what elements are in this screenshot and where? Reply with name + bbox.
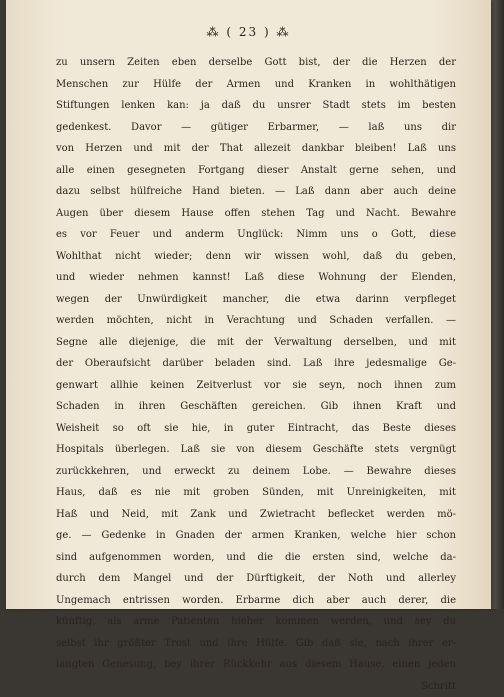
text-line: werden möchten, nicht in Verachtung und Schaden verfallen. — [56,310,456,332]
text-line: selbst ihr größter Trost und ihre Hülfe. Gib daß sie, nach ihrer er- [56,633,456,655]
text-line: genwart allhie keinen Zeitverlust vor sie seyn, noch ihnen zum [56,375,456,397]
text-line: von Herzen und mit der That allezeit dankbar bleiben! Laß uns [56,138,456,160]
text-line: sind aufgenommen worden, und die die ersten sind, welche da- [56,547,456,569]
text-line: zurückkehren, und erweckt zu deinem Lobe. — Bewahre dieses [56,461,456,483]
text-line: und wieder nehmen kannst! Laß diese Wohnung der Elenden, [56,267,456,289]
text-line: Schaden in ihren Geschäften gereichen. Gib ihnen Kraft und [56,396,456,418]
text-line: gedenkest. Davor — gütiger Erbarmer, — laß uns dir [56,117,456,139]
text-line: Segne alle diejenige, die mit der Verwaltung derselben, und mit [56,332,456,354]
catchword: Schritt [56,676,456,697]
text-line: Wohlthat nicht wieder; denn wir wissen wohl, daß du geben, [56,246,456,268]
text-line: Menschen zur Hülfe der Armen und Kranken in wohlthätigen [56,74,456,96]
text-line: ge. — Gedenke in Gnaden der armen Kranken, welche hier schon [56,525,456,547]
page-header: ⁂ ( 23 ) ⁂ [6,25,491,39]
text-line: Haß und Neid, mit Zank und Zwietracht beflecket werden mö- [56,504,456,526]
text-line: Hospitals überlegen. Laß sie von diesem Geschäfte stets vergnügt [56,439,456,461]
text-line: Augen über diesem Hause offen stehen Tag und Nacht. Bewahre [56,203,456,225]
text-line: der Oberaufsicht darüber beladen sind. Laß ihre jedesmalige Ge- [56,353,456,375]
text-line: Ungemach entrissen worden. Erbarme dich aber auch derer, die [56,590,456,612]
text-line: durch dem Mangel und der Dürftigkeit, der Noth und allerley [56,568,456,590]
text-line: Weisheit so oft sie hie, in guter Eintracht, das Beste dieses [56,418,456,440]
adjacent-page-edge [491,0,504,609]
text-line: Haus, daß es nie mit groben Sünden, mit Unreinigkeiten, mit [56,482,456,504]
text-line: dazu selbst hülfreiche Hand bieten. — Laß dann aber auch deine [56,181,456,203]
text-line: es vor Feuer und anderm Unglück: Nimm uns o Gott, diese [56,224,456,246]
text-line: alle einen gesegneten Fortgang dieser Anstalt gerne sehen, und [56,160,456,182]
text-line: zu unsern Zeiten eben derselbe Gott bist, der die Herzen der [56,52,456,74]
text-line: wegen der Unwürdigkeit mancher, die etwa darinn verpfleget [56,289,456,311]
text-line: künftig, als arme Patienten hieher kommen werden, und sey du [56,611,456,633]
text-line: Stiftungen lenken kan: ja daß du unsrer Stadt stets im besten [56,95,456,117]
book-page [6,0,491,609]
body-text [56,52,456,697]
text-line: langten Genesung, bey ihrer Rückkehr aus diesem Hause, einen jeden [56,654,456,676]
